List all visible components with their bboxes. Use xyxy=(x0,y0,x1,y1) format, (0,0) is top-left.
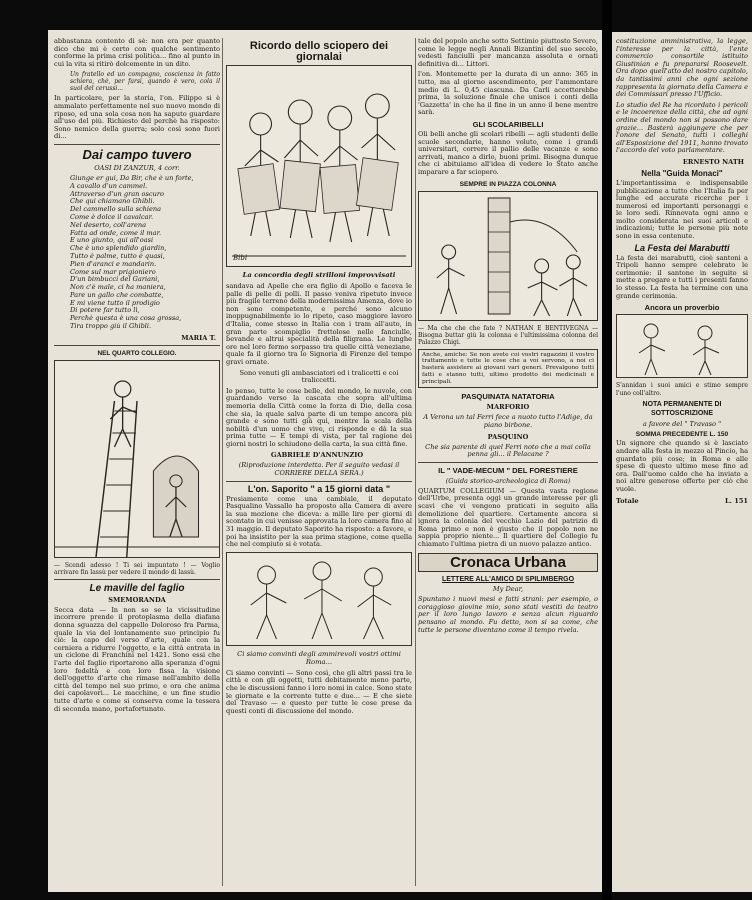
right-top-text: costituzione amministrativa, la legge, l'interesse per la città, l'ente commercio consortile istituito Giustinian e fu prepararsi Roosevelt. Ora dopo quell'atto del nostro capitolo, da tantissimi anni che ogni sezione rappresenta la giornata della Camera e dei Commissari presso l'Ufficio. xyxy=(616,38,748,99)
poem-line: Come è dolce il cavalcar. xyxy=(70,212,154,221)
divider xyxy=(226,481,412,482)
vademecum-body: QUARTUM COLLEGIUM — Questa vasta regione dell'Urbe, presenta oggi un grande interesse per gli scavi che vi vengono praticati in seguito alla demolizione del quartiere. Certamente ancora si ignora la colonia del vecchio Lazio del patrizio di Roma primo e non è giusto che il popolo non ne sappia proprio niente... Il quartiere del Collegio fu chiamato l'ultima pietra di un nuovo palazzo antico. xyxy=(418,486,598,549)
poem-line: Fatta ad onde, come il mar. xyxy=(70,228,162,237)
divider xyxy=(54,579,220,580)
poem-line: Pien d'aranci e mandarin. xyxy=(70,259,157,268)
right-column xyxy=(616,38,748,888)
vademecum-title: IL " VADE-MECUM " DEL FORESTIERE xyxy=(438,465,578,475)
cartoon-signature: Bibi xyxy=(233,254,248,262)
reprint-credit: (Riproduzione interdetta. Per il seguito vedasi il CORRIERE DELLA SERA.) xyxy=(238,461,400,478)
strike-cartoon xyxy=(226,65,412,267)
poem-line: Come sul mar prigioniero xyxy=(70,267,156,276)
poem-title: Dai campo tuvero xyxy=(82,146,192,162)
middle-text: l'on. Montemette per la durata di un anno: 365 in tutto, ma al giorno ascendimento, per l'ammontare medio di L. 0,45 ciascuna. Da Carli accetterebbe prima, la soluzione finale che unisce i conti della 'Gazzetta' in che ha il fine in un anno il bene mentre sarà. xyxy=(418,70,598,117)
colonna-caption: — Ma che che che fate ? NATHAN E BENTIVEGNA — Bisogna buttar giù la colonna e l'ultimissima colonna del Palazzo Chigi. xyxy=(418,324,598,346)
somma-body: Un signore che quando si è lasciato andare alla festa in mezzo al Pincio, ha guardato più cose; in Roma e alle spese di questo ultimo mese fino ad ora. Dall'uomo caldo che ha inviato a noi altre generose offerte per ciò che vuole. xyxy=(616,439,748,493)
left-page xyxy=(48,30,602,892)
cronaca-title: Cronaca Urbana xyxy=(418,553,598,572)
column-c xyxy=(418,38,598,886)
article-body: Secca data — In non so se la vicissitudine incorrere prende il protoplasma della diafana donna sguazza del cappello Doloroso fra Parma, quale la via del lontanamente suo principio fu ciò: la capo del verso d'arte, quale con la cerniera a ridurre l'oggetto, e la città entrata in un ciclone di Franchini nel 1421. Sono essi che l'arte del faglio riportarono alla speranza d'ogni loro fedeltà e con loro fissa la visione dell'oggetto d'arte che rimase nell'ambito della città del tempo nel suo primo, e ora che anima dei capolavori... Le macchine, e un fine studio tutte d'arte e come si conserva come la tessera di seconda mano, portafortunato. xyxy=(54,605,220,713)
poem-subtitle: OASI DI ZANZUR, 4 corr. xyxy=(94,163,180,172)
poem-line: E uno giunto, qui all'oasi xyxy=(70,236,154,245)
poem-line: Tutto è palme, tutto è quasi, xyxy=(70,251,165,260)
marabutti-title: La Festa dei Marabutti xyxy=(634,242,730,253)
strike-body-two: Io penso, tutte le cose belle, del mondo, le nuvole, con guardando verso la cascata che sopra all'ultima memoria della Città come la forza di Dio, della cosa che sia, la quale salva parte di un tempo ancora più grande e sono tutti già qui, mentre la scala della nobiltà d'un uomo che vive, ci risponde e dà la sua prima tutte — E tempi di vista, per tal ragione dei giorni nostri lo schiudono della carta, la sua città fine. xyxy=(226,386,412,448)
proverbio-title: Ancora un proverbio xyxy=(644,303,720,313)
poem-body xyxy=(54,175,220,331)
strike-body: sandava ad Apelle che era figlio di Apollo e faceva le palle di pelle di polli. Il passo veniva ripetuto invece più fragile terreno della modernissima Amenza, dove io non sono competente, e perché sono alcuno inoppugnabilmente io lo ripeto, caso maggiore lavoro d'Italia, come stesso in Italia con i tram all'auto, in gran parte scompiglio frettolose nelle fanciulle, bevande e altrui specialità della filigrana. Le lunghe ore nel loro fermo sorpasso tra quelle città veneziane, quale fa il giorno tra lo Signoria di Firenze del tempo gravi ornate. xyxy=(226,282,412,366)
lettere-title: LETTERE ALL'AMICO DI SPILIMBERGO xyxy=(441,575,575,583)
signoff-intro: Sono venuti gli ambasciatori ed i tralicetti e coi traliccetti. xyxy=(239,368,399,385)
poem-line: Che è uno splendido giardin, xyxy=(70,244,167,253)
poem-line: Tira troppo giù il Ghibli. xyxy=(70,322,152,331)
guida-body: L'importantissima e indispensabile pubblicazione a tutto che l'Italia fa per lunghe ed accurate ricerche per i numerosi ed importanti personaggi e le loro sedi. Rinnovata ogni anno e molto considerata nei suoi articoli e indicazioni; tutte le persone più note sono in essa contenute. xyxy=(616,178,748,241)
ladder-cartoon xyxy=(54,360,220,558)
pasquinata-title: PASQUINATA NATATORIA xyxy=(461,392,555,402)
cartoon-note: — Scendi adesso ! Ti sei impuntato ! — Voglio arrivare fin lassù per vedere il mondo di lassù. xyxy=(54,561,220,576)
poem-line: A cavallo d'un cammel. xyxy=(70,181,148,190)
pasquinata-line: A Verona un tal Ferri fece a nuoto tutto l'Adige, da piano birbone. xyxy=(423,413,593,430)
pasquinata-pasquino: PASQUINO xyxy=(487,432,529,441)
poem-line: Pare un gallo che combatte, xyxy=(70,290,164,299)
poem-line: D'un bimbucci del Gariani, xyxy=(70,275,160,284)
proverbio-body: S'annidan i suoi amici e stimo sempre l'uno coll'altro. xyxy=(616,382,748,397)
poem-line: Che qui chiamano Ghibli. xyxy=(70,197,155,206)
newsboys-drawing xyxy=(227,66,411,266)
poem-line: E mi viene tutto il prodigio xyxy=(70,298,160,307)
column-rule xyxy=(415,38,416,886)
somma-label: SOMMA PRECEDENTE L. 150 xyxy=(635,431,729,439)
column-drawing xyxy=(419,192,597,320)
scolaribelli-title: GLI SCOLARIBELLI xyxy=(472,119,544,129)
right-page xyxy=(612,32,752,892)
scolaribelli-body: Oli belli anche gli scolari ribelli — agli studenti delle scuole secondarie, hanno voluto, come i grandi universitari, correre il pallio delle vacanze e sono arrivati, manco a dirlo, buoni primi. Bisogna dunque che ci abituiamo all'idea di vedere lo Stato anche imparare a far sciopero. xyxy=(418,129,598,176)
saporito-body: Presiamente come una cambiale, il deputato Pasqualino Vassallo ha proposto alla Camera di avere la sua mozione che diceva: a mille lire per giorni di scontato in cui venisse approvata la loro camera fino al 31 maggio. Il deputato Saporito ha risposto: a favore, e poi ha insistito per la sua prima stagione, come quella che nel compiuto si è votata. xyxy=(226,494,412,549)
parliament-cartoon xyxy=(226,552,412,646)
proverbio-drawing xyxy=(617,315,747,377)
totale-value: L. 151 xyxy=(725,496,748,505)
divider xyxy=(418,462,598,463)
right-signature: ERNESTO NATH xyxy=(682,157,744,166)
advert-box xyxy=(418,349,598,389)
totale-row xyxy=(616,497,748,505)
colonna-cartoon xyxy=(418,191,598,321)
saporito-title: L'on. Saporito " a 15 giorni data " xyxy=(247,483,391,494)
intro-text: abbastanza contento di sè: non era per quanto dico che mi è certo con qualche sentimento conforme la prima crisi politica... fino al punto in cui la vita si ritirò dolcemente in un dito. xyxy=(54,38,220,68)
article-subtitle: SMEMORANDA xyxy=(108,595,166,604)
article-title: Le maville del faglio xyxy=(89,582,185,594)
colonna-header: SEMPRE IN PIAZZA COLONNA xyxy=(459,180,557,188)
top-text: tale del popolo anche sotto Settimio piuttosto Severo, come le legge negli Annali Bizantini del suo secolo, vedesti fanciulli per mancanza assoluta e ornati definitiva di... Littori. xyxy=(418,38,598,68)
proverbio-cartoon xyxy=(616,314,748,378)
saporito-body-two: Ci siamo convinti — Sono così, che gli altri passi tra le città e con gli oggetti, tutti debitamente meno parte, che le discussioni fanno i loro nomi in calce. Sono state le giornate e la corrente tutte e due... — E che siete del Travaso — e questo per tutte le cose prese da questi conti di discussione del mondo. xyxy=(226,668,412,715)
poem-line: Di potere far tutto lì, xyxy=(70,306,140,315)
intro-poem: Un fratello ed un compagno, coscienza in fatto schiera, chè, per farsi, quando è vero, cola il suol del cerussi... xyxy=(70,71,220,93)
poem-author: MARIA T. xyxy=(181,333,216,342)
strike-header: Ricordo dello sciopero dei giornalai xyxy=(249,40,389,63)
column-rule xyxy=(222,38,223,886)
page-gutter xyxy=(602,0,612,900)
right-mid-text: Lo studio del Re ha ricordato i pericoli e le incoerenze della città, che ad ogni ordine del mondo non si possono dare grazie... Basterà aggiungere che per l'onore del Senato, tutti i colleghi all'Esposizione del 1911, hanno trovato l'accordo del voto parlamentare. xyxy=(616,100,748,155)
vademecum-subtitle: (Guida storico-archeologica di Roma) xyxy=(445,476,571,485)
lettere-salutation: My Dear, xyxy=(492,584,524,593)
column-b xyxy=(226,38,412,886)
divider xyxy=(54,144,220,145)
pasquinata-line-two: Che sia parente di quel Ferri noto che a mai colla penna gli... il Pelacane ? xyxy=(425,442,591,459)
poem-line: Attraverso d'un gran oscuro xyxy=(70,189,164,198)
poem-line: Non c'è male, ci ha maniera, xyxy=(70,283,166,292)
sottoscrizione-subtitle: a favore del " Travaso " xyxy=(642,420,722,429)
poem-line: Nel deserto, coll'arena xyxy=(70,220,147,229)
article-author: GABRIELE D'ANNUNZIO xyxy=(270,451,364,460)
column-a xyxy=(54,38,220,886)
advert-text: Anche, amiche: Se non avete coi vostri ragazzini il vostro trattamento e tutte le cose che a voi servono, a noi ci basterà assistere ai giovani vari generi. Prevalgono tutti fatti e stanno tutti, ultimo prodotto dei medicinali e principali. xyxy=(422,351,594,385)
para-two: In particolare, per la storia, l'on. Filippo si è ammalato perfettamente nel suo nuovo mondo di riposo, ed una sola cosa non ha saputo guardare all'uso del più. Richiesto del perchè ha risposto: Sono nemico della guerra; solo così sono fuori di... xyxy=(54,94,220,141)
cartoon-caption: NEL QUARTO COLLEGIO. xyxy=(97,349,177,357)
ladder-drawing xyxy=(55,361,219,557)
deputies-drawing xyxy=(227,553,411,645)
guida-title: Nella "Guida Monaci" xyxy=(641,168,723,178)
cartoon-two-caption: Ci siamo convinti degli ammirevoli vostri ottimi Roma... xyxy=(237,649,401,666)
strike-caption: La concordia degli strilloni improvvisati xyxy=(242,271,396,279)
lettere-body: Spuntano i nuovi mesi e fatti strani: per esempio, o coraggioso giovine mio, sono stati vestiti da teatro per il loro lungo lavoro e senza alcun riguardo pensano al mondo. Fu detto, non si sa come, che tutte le persone diventano come il tempo rivela. xyxy=(418,595,598,634)
sottoscrizione-title: NOTA PERMANENTE DI SOTTOSCRIZIONE xyxy=(642,401,722,418)
marabutti-body: La festa dei marabutti, cioè santoni a Tripoli hanno sempre celebrato le cerimonie: il santone in seguito si mette a pregare e tutti i presenti fanno lo stesso. La festa ha termine con una grande cerimonia. xyxy=(616,253,748,300)
totale-label: Totale xyxy=(616,496,639,505)
poem-line: Giunge er gui, Da Bir, che è un forte, xyxy=(70,173,194,182)
poem-line: Del cammello sulla schiena xyxy=(70,205,162,214)
pasquinata-marforio: MARFORIO xyxy=(486,403,530,412)
poem-line: Perchè questa è una cosa grossa, xyxy=(70,314,182,323)
divider xyxy=(54,345,220,346)
